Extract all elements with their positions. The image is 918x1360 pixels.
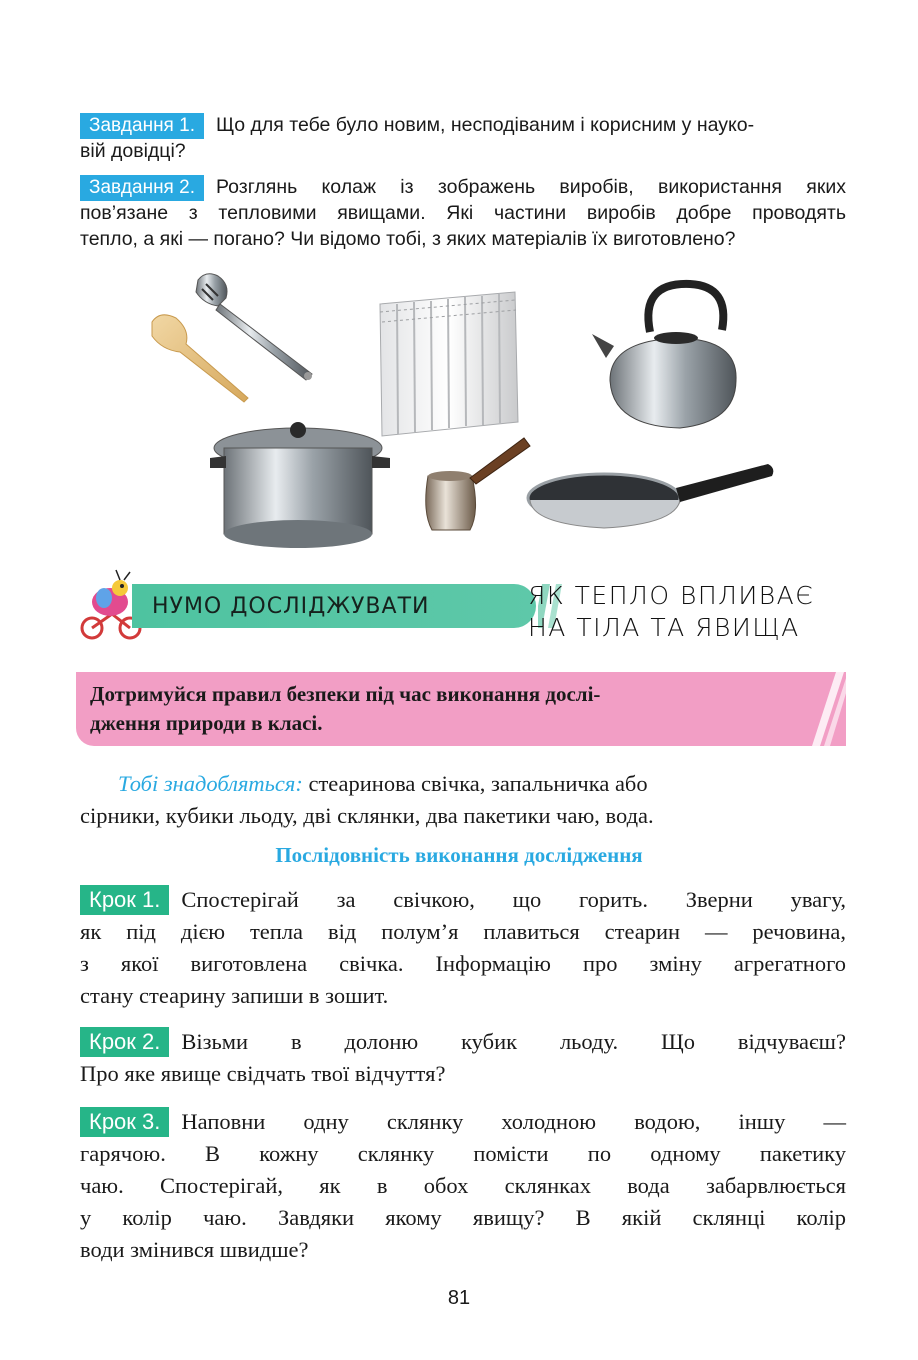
wooden-spatula-icon bbox=[152, 315, 248, 402]
cezve-icon bbox=[426, 438, 530, 530]
radiator-icon bbox=[380, 292, 518, 436]
materials-line-2: сірники, кубики льоду, дві склянки, два пакетики чаю, вода. bbox=[80, 803, 654, 828]
research-title: ЯК ТЕПЛО ВПЛИВАЄ НА ТІЛА ТА ЯВИЩА bbox=[528, 581, 815, 642]
step-3-tag: Крок 3. bbox=[80, 1107, 169, 1137]
step-1-line-3: з якої виготовлена свічка. Інформацію про зміну агрегатного bbox=[80, 951, 846, 976]
frying-pan-icon bbox=[528, 464, 773, 528]
task-2-tag: Завдання 2. bbox=[80, 175, 204, 201]
safety-box-stripes bbox=[800, 672, 850, 746]
slotted-spatula-icon bbox=[196, 274, 312, 380]
step-3-line-2: гарячою. В кожну склянку помісти по одному пакетику bbox=[80, 1141, 846, 1166]
task-1-line-2: вій довідці? bbox=[80, 140, 186, 162]
kitchen-items-collage bbox=[140, 262, 790, 552]
kettle-icon bbox=[592, 284, 736, 428]
step-2-line-1: Крок 2. Візьми в долоню кубик льоду. Що відчуваєш? bbox=[80, 1026, 846, 1058]
step-1-line-1: Крок 1. Спостерігай за свічкою, що горить. Зверни увагу, bbox=[80, 884, 846, 916]
step-1-line-4: стану стеарину запиши в зошит. bbox=[80, 983, 389, 1008]
research-banner-label: НУМО ДОСЛІДЖУВАТИ bbox=[152, 594, 430, 619]
safety-text: Дотримуйся правил безпеки під час виконання дослі- дження природи в класі. bbox=[90, 682, 601, 735]
step-3-line-3: чаю. Спостерігай, як в обох склянках вода забарвлюється bbox=[80, 1173, 846, 1198]
step-1-line-2: як під дією тепла від полум’я плавиться стеарин — речовина, bbox=[80, 919, 846, 944]
step-3-line-1: Крок 3. Наповни одну склянку холодною водою, іншу — bbox=[80, 1106, 846, 1138]
task-2-line-1: Завдання 2. Розглянь колаж із зображень виробів, використання яких bbox=[80, 174, 846, 201]
task-2-line-3: тепло, а які — погано? Чи відомо тобі, з яких матеріалів їх виготовлено? bbox=[80, 228, 736, 250]
materials-lead: Тобі знадобляться: bbox=[118, 771, 303, 796]
saucepan-icon bbox=[210, 422, 390, 548]
materials-line-1: Тобі знадобляться: стеаринова свічка, запальничка або bbox=[118, 771, 648, 796]
sequence-title: Послідовність виконання дослідження bbox=[275, 843, 643, 867]
task-1-line-1: Завдання 1. Що для тебе було новим, несподіваним і корисним у науко- bbox=[80, 112, 846, 139]
step-1-tag: Крок 1. bbox=[80, 885, 169, 915]
step-3-line-5: води змінився швидше? bbox=[80, 1237, 309, 1262]
step-3-line-4: у колір чаю. Завдяки якому явищу? В якій склянці колір bbox=[80, 1205, 846, 1230]
task-1-tag: Завдання 1. bbox=[80, 113, 204, 139]
step-2-tag: Крок 2. bbox=[80, 1027, 169, 1057]
task-2-line-2: пов’язане з тепловими явищами. Які частини виробів добре проводять bbox=[80, 202, 846, 224]
step-2-line-2: Про яке явище свідчать твої відчуття? bbox=[80, 1061, 446, 1086]
page-number: 81 bbox=[447, 1287, 471, 1309]
